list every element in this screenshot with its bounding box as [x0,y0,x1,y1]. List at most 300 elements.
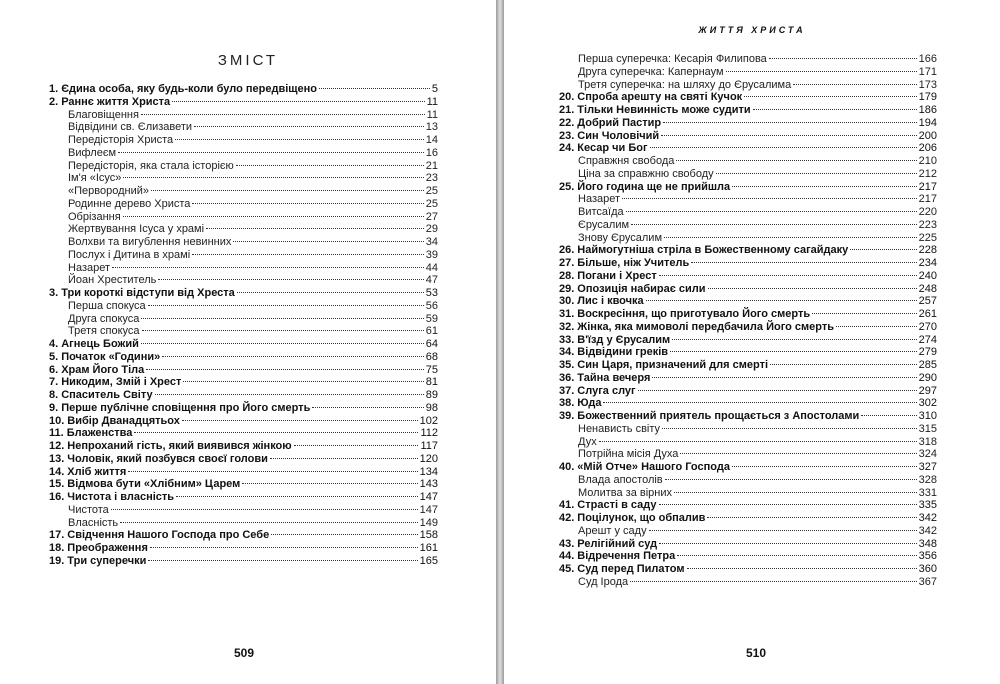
toc-chapter-row [49,440,438,453]
toc-list-left [49,83,438,568]
toc-chapter-row [559,257,937,270]
toc-entry-title: Родинне дерево Христа [68,197,191,210]
toc-entry-page: 75 [425,363,438,376]
toc-entry-title: Син Царя, призначений для смерті [577,359,769,371]
toc-dot-leader [236,165,424,166]
toc-section-row [49,236,438,249]
toc-dot-leader [659,275,917,276]
toc-entry-title: Лис і квочка [577,295,644,308]
toc-chapter-row [559,410,937,423]
toc-entry-title: Справжня свобода [578,155,675,167]
toc-entry-page: 223 [918,218,937,231]
toc-entry-page: 328 [918,473,937,486]
toc-chapter-row [559,104,937,117]
toc-dot-leader [237,292,424,293]
toc-entry-title: Кесар чи Бог [577,142,648,155]
toc-section-row [559,206,937,219]
toc-dot-leader [319,88,430,89]
toc-dot-leader [812,313,917,314]
toc-chapter-row [559,563,937,576]
toc-entry-page: 112 [420,427,438,440]
toc-entry-title: Спроба арешту на святі Кучок [577,91,743,104]
toc-section-row [49,198,438,211]
toc-entry-page: 342 [918,524,937,537]
toc-chapter-row [559,346,937,359]
toc-chapter-row [559,270,937,283]
toc-dot-leader [770,364,917,365]
toc-dot-leader [707,517,916,518]
toc-entry-page: 348 [918,537,937,550]
toc-entry-title: Влада апостолів [578,473,663,486]
toc-entry-page: 327 [918,461,937,473]
toc-dot-leader [708,288,917,289]
toc-entry-page: 217 [918,180,937,193]
toc-dot-leader [155,394,424,395]
toc-dot-leader [151,190,424,191]
toc-entry-page: 302 [918,397,937,410]
toc-entry-number: 42. [559,512,575,524]
toc-dot-leader [172,101,424,102]
toc-entry-number: 12. [49,440,65,452]
toc-section-row [559,474,937,487]
toc-dot-leader [150,547,418,548]
toc-entry-number: 15. [49,478,65,491]
toc-entry-title: Страсті в саду [577,499,657,512]
toc-entry-page: 23 [425,172,438,185]
toc-chapter-row [49,542,438,555]
toc-entry-number: 41. [559,499,575,512]
toc-entry-title: Тайна вечеря [577,371,651,384]
toc-entry-title: Никодим, Змій і Хрест [61,376,182,389]
toc-entry-page: 173 [918,78,937,91]
toc-entry-title: Слуга слуг [577,384,636,397]
toc-entry-page: 68 [425,350,438,363]
toc-entry-number: 4. [49,338,59,350]
toc-entry-title: «Первородний» [68,185,149,197]
toc-chapter-row [49,364,438,377]
toc-chapter-row [559,372,937,385]
toc-entry-number: 25. [559,180,575,193]
toc-dot-leader [661,135,916,136]
toc-entry-title: Чистота [68,503,109,516]
toc-dot-leader [294,445,419,446]
toc-entry-title: Йоан Хреститель [68,274,157,287]
toc-dot-leader [599,441,917,442]
left-page [0,0,496,684]
toc-dot-leader [242,483,417,484]
toc-section-row [559,487,937,500]
toc-dot-leader [128,471,417,472]
toc-entry-page: 59 [425,312,438,325]
toc-chapter-row [559,244,937,257]
toc-chapter-row [559,499,937,512]
toc-dot-leader [850,249,916,250]
toc-dot-leader [176,496,418,497]
toc-dot-leader [662,428,917,429]
toc-chapter-row [49,96,438,109]
toc-entry-page: 274 [918,333,937,346]
toc-entry-number: 44. [559,550,575,563]
toc-section-row [49,121,438,134]
toc-entry-page: 331 [918,486,937,499]
toc-entry-number: 21. [559,104,575,116]
toc-section-row [49,223,438,236]
toc-dot-leader [206,228,424,229]
toc-dot-leader [726,71,917,72]
toc-entry-number: 3. [49,287,59,299]
toc-entry-number: 7. [49,376,59,389]
toc-entry-page: 257 [918,295,937,308]
toc-entry-page: 335 [918,499,937,512]
toc-section-row [559,423,937,436]
toc-dot-leader [134,432,418,433]
toc-entry-title: Чистота і власність [67,491,175,503]
toc-entry-title: Друга суперечка: Капернаум [578,65,724,78]
toc-chapter-row [559,538,937,551]
toc-entry-page: 225 [918,231,937,244]
toc-chapter-row [49,402,438,415]
toc-dot-leader [646,300,917,301]
toc-dot-leader [670,351,917,352]
toc-section-row [559,232,937,245]
toc-dot-leader [793,84,916,85]
page-number-right: 510 [745,646,767,660]
toc-entry-page: 147 [419,491,438,503]
toc-chapter-row [559,550,937,563]
toc-entry-number: 43. [559,537,575,550]
toc-entry-title: Вифлеєм [68,146,117,159]
toc-entry-page: 25 [425,197,438,210]
toc-chapter-row [559,117,937,130]
toc-entry-title: Ненависть світу [578,422,661,435]
toc-section-row [559,155,937,168]
toc-entry-title: Юда [577,397,602,410]
toc-entry-number: 13. [49,452,65,465]
toc-entry-title: Перша суперечка: Кесарія Филипова [578,53,767,65]
toc-entry-number: 2. [49,95,59,108]
toc-entry-title: Більше, ніж Учитель [577,257,690,269]
toc-chapter-row [49,529,438,542]
toc-entry-title: «Мій Отче» Нашого Господа [577,461,730,473]
toc-section-row [49,313,438,326]
toc-entry-title: Жінка, яка мимоволі передбачила Його смерть [577,320,835,333]
toc-entry-page: 210 [918,155,937,167]
toc-chapter-row [49,351,438,364]
toc-entry-page: 356 [918,550,937,563]
toc-entry-page: 194 [918,116,937,129]
toc-entry-number: 20. [559,91,575,104]
toc-entry-title: Його година ще не прийшла [577,180,731,193]
toc-entry-title: Волхви та вигублення невинних [68,236,232,248]
toc-section-row [49,134,438,147]
toc-entry-number: 17. [49,529,65,542]
toc-section-row [49,517,438,530]
toc-entry-page: 134 [419,465,438,478]
toc-entry-title: Син Чоловічий [577,129,660,142]
toc-entry-page: 11 [426,95,438,108]
toc-entry-title: Свідчення Нашого Господа про Себе [67,529,270,542]
toc-entry-title: Знову Єрусалим [578,231,663,244]
toc-dot-leader [112,267,424,268]
toc-entry-number: 31. [559,308,575,320]
toc-entry-title: Поцілунок, що обпалив [577,512,706,524]
toc-chapter-row [559,130,937,143]
toc-section-row [559,168,937,181]
toc-entry-number: 27. [559,257,575,269]
toc-entry-page: 147 [419,503,438,516]
toc-entry-page: 212 [918,167,937,180]
toc-chapter-row [559,461,937,474]
toc-entry-page: 64 [425,338,438,350]
toc-section-row [49,185,438,198]
toc-chapter-row [559,334,937,347]
toc-entry-page: 16 [425,146,438,159]
toc-entry-page: 318 [918,435,937,448]
toc-entry-title: Непроханий гість, який виявився жінкою [67,440,292,452]
toc-entry-title: В'їзд у Єрусалим [577,333,671,346]
toc-entry-page: 61 [425,325,438,338]
toc-entry-title: Передісторія Христа [68,134,174,146]
toc-chapter-row [559,359,937,372]
toc-entry-title: Опозиція набирає сили [577,282,706,295]
toc-entry-title: Арешт у саду [578,524,647,537]
toc-entry-number: 10. [49,414,65,427]
toc-entry-title: Добрий Пастир [577,116,662,129]
toc-entry-number: 29. [559,282,575,295]
toc-dot-leader [665,479,917,480]
toc-dot-leader [312,407,423,408]
toc-chapter-row [559,397,937,410]
toc-entry-number: 18. [49,542,65,554]
toc-section-row [559,193,937,206]
toc-dot-leader [123,216,424,217]
toc-entry-title: Молитва за вірних [578,486,672,499]
toc-dot-leader [691,262,916,263]
toc-dot-leader [659,504,917,505]
toc-entry-title: Хліб життя [67,465,127,478]
toc-entry-title: Ціна за справжню свободу [578,167,714,180]
toc-section-row [49,249,438,262]
toc-dot-leader [663,122,917,123]
toc-entry-number: 1. [49,83,59,95]
toc-dot-leader [649,530,917,531]
toc-entry-title: Третя спокуса [68,325,140,338]
toc-entry-title: Початок «Години» [61,350,161,363]
toc-entry-page: 11 [426,108,438,121]
toc-entry-page: 228 [918,244,937,257]
toc-entry-page: 360 [918,563,937,575]
toc-entry-page: 200 [918,129,937,142]
toc-chapter-row [49,389,438,402]
toc-dot-leader [753,109,917,110]
toc-entry-page: 217 [918,193,937,206]
toc-section-row [49,211,438,224]
toc-dot-leader [687,568,917,569]
toc-entry-number: 16. [49,491,65,503]
toc-section-row [559,219,937,232]
toc-entry-number: 24. [559,142,575,155]
toc-dot-leader [652,377,916,378]
toc-entry-number: 23. [559,129,575,142]
toc-section-row [49,504,438,517]
toc-dot-leader [622,198,917,199]
toc-chapter-row [559,308,937,321]
toc-entry-page: 13 [425,121,438,134]
toc-entry-page: 206 [918,142,937,155]
toc-entry-title: Назарет [68,261,111,274]
toc-section-row [559,53,937,66]
toc-entry-page: 25 [425,185,438,197]
toc-section-row [49,274,438,287]
toc-chapter-row [559,385,937,398]
toc-dot-leader [674,492,917,493]
toc-entry-number: 36. [559,371,575,384]
toc-dot-leader [769,58,917,59]
toc-entry-title: Храм Його Тіла [61,363,145,376]
toc-section-row [559,436,937,449]
toc-entry-title: Жертвування Ісуса у храмі [68,223,205,236]
toc-chapter-row [49,466,438,479]
toc-dot-leader [142,330,424,331]
toc-entry-page: 261 [918,308,937,320]
toc-dot-leader [146,369,423,370]
toc-entry-page: 290 [918,371,937,384]
toc-dot-leader [182,420,418,421]
toc-heading: ЗМІСТ [217,52,279,69]
toc-entry-title: Витсаїда [578,206,624,218]
toc-entry-page: 14 [425,134,438,146]
toc-entry-page: 149 [419,516,438,529]
toc-dot-leader [270,458,418,459]
running-head: ЖИТТЯ ХРИСТА [698,25,806,35]
toc-entry-title: Єрусалим [578,218,630,231]
toc-entry-title: Агнець Божий [61,338,139,350]
toc-entry-number: 19. [49,554,65,567]
toc-section-row [559,448,937,461]
toc-entry-page: 165 [419,554,438,567]
toc-chapter-row [49,287,438,300]
toc-dot-leader [677,555,916,556]
toc-chapter-row [559,91,937,104]
toc-entry-page: 81 [425,376,438,389]
toc-entry-page: 39 [425,248,438,261]
toc-dot-leader [123,177,423,178]
page-number-left: 509 [233,646,255,660]
toc-dot-leader [192,203,423,204]
toc-entry-title: Третя суперечка: на шляху до Єрусалима [578,78,792,91]
toc-dot-leader [680,453,916,454]
toc-entry-number: 39. [559,410,575,422]
book-gutter [496,0,504,684]
toc-chapter-row [559,295,937,308]
toc-entry-number: 28. [559,269,575,282]
toc-entry-number: 32. [559,320,575,333]
toc-entry-title: Преображення [67,542,148,554]
toc-entry-title: Обрізання [68,210,121,223]
toc-entry-page: 279 [918,346,937,359]
toc-section-row [49,300,438,313]
toc-section-row [559,576,937,589]
toc-section-row [49,160,438,173]
toc-chapter-row [49,478,438,491]
toc-entry-number: 37. [559,384,575,397]
toc-dot-leader [676,160,916,161]
toc-entry-page: 29 [425,223,438,236]
toc-chapter-row [559,283,937,296]
toc-chapter-row [559,321,937,334]
toc-entry-page: 171 [918,65,937,78]
toc-entry-title: Наймогутніша стріла в Божественному сагайдаку [577,244,849,257]
toc-entry-title: Єдина особа, яку будь-коли було передвіщено [61,83,318,95]
toc-entry-title: Воскресіння, що приготувало Його смерть [577,308,811,320]
toc-chapter-row [49,338,438,351]
toc-dot-leader [120,522,417,523]
toc-dot-leader [631,224,917,225]
toc-entry-page: 186 [918,104,937,116]
toc-dot-leader [141,343,424,344]
toc-entry-page: 5 [431,83,438,95]
toc-chapter-row [49,83,438,96]
toc-section-row [559,525,937,538]
toc-entry-title: Відречення Петра [577,550,676,563]
toc-dot-leader [141,114,425,115]
toc-entry-number: 14. [49,465,65,478]
toc-section-row [49,262,438,275]
toc-chapter-row [49,376,438,389]
toc-dot-leader [148,560,417,561]
toc-chapter-row [49,453,438,466]
toc-entry-title: Перша спокуса [68,299,146,312]
toc-entry-page: 161 [419,542,438,554]
toc-entry-title: Три короткі відступи від Хреста [61,287,235,299]
toc-dot-leader [732,186,916,187]
toc-entry-title: Раннє життя Христа [61,95,171,108]
toc-entry-title: Відвідини св. Єлизавети [68,121,193,134]
toc-dot-leader [233,241,423,242]
toc-entry-number: 33. [559,333,575,346]
toc-entry-page: 120 [419,452,438,465]
toc-entry-title: Ім'я «Ісус» [68,172,122,185]
toc-entry-number: 22. [559,116,575,129]
toc-entry-title: Погани і Хрест [577,269,657,282]
toc-section-row [49,172,438,185]
toc-entry-page: 270 [918,320,937,333]
toc-dot-leader [271,534,417,535]
toc-dot-leader [836,326,917,327]
toc-entry-title: Суд перед Пилатом [577,563,685,575]
toc-entry-title: Суд Ірода [578,575,629,588]
toc-entry-number: 35. [559,359,575,371]
toc-entry-title: Блаженства [66,427,133,440]
toc-entry-title: Тільки Невинність може судити [577,104,751,116]
toc-dot-leader [659,543,917,544]
toc-dot-leader [732,466,917,467]
toc-dot-leader [603,402,916,403]
toc-entry-page: 21 [425,159,438,172]
toc-dot-leader [162,356,424,357]
toc-entry-page: 27 [425,210,438,223]
toc-entry-page: 158 [419,529,438,542]
toc-list-right [559,53,937,589]
toc-entry-page: 179 [918,91,937,104]
toc-entry-number: 26. [559,244,575,257]
toc-entry-number: 8. [49,389,59,401]
toc-entry-page: 220 [918,206,937,218]
toc-entry-number: 11. [49,427,64,440]
toc-dot-leader [638,390,917,391]
toc-entry-title: Три суперечки [67,554,147,567]
toc-entry-title: Власність [68,516,119,529]
